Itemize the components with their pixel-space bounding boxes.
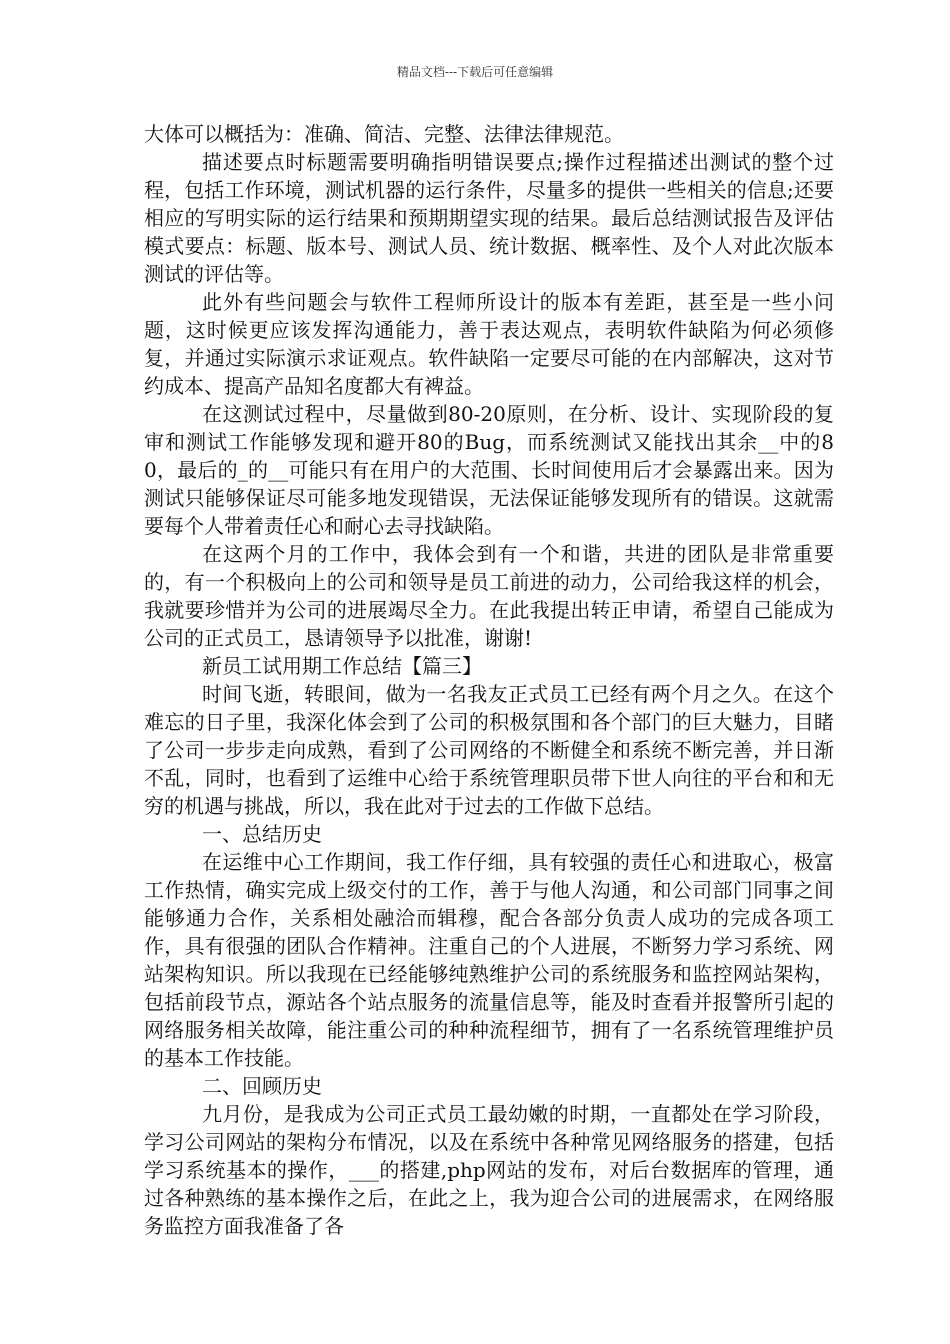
section-heading: 新员工试用期工作总结【篇三】 <box>202 654 482 678</box>
paragraph: 在这测试过程中，尽量做到80-20原则，在分析、设计、实现阶段的复审和测试工作能够发现和避开80的Bug，而系统测试又能找出其余__中的80，最后的_的__可能只有在用户的大范围、长时间使用后才会暴露出来。因为测试只能够保证尽可能多地发现错误，无法保证能够发现所有的错误。这就需要每个人带着责任心和耐心去寻找缺陷。 <box>144 402 834 538</box>
paragraph: 大体可以概括为：准确、简洁、完整、法律法律规范。 <box>144 122 624 146</box>
document-body <box>144 120 834 1240</box>
paragraph: 在运维中心工作期间，我工作仔细，具有较强的责任心和进取心，极富工作热情，确实完成上级交付的工作，善于与他人沟通，和公司部门同事之间能够通力合作，关系相处融洽而辑穆，配合各部分负责人成功的完成各项工作，具有很强的团队合作精神。注重自己的个人进展，不断努力学习系统、网站架构知识。所以我现在已经能够纯熟维护公司的系统服务和监控网站架构，包括前段节点，源站各个站点服务的流量信息等，能及时查看并报警所引起的网络服务相关故障，能注重公司的种种流程细节，拥有了一名系统管理维护员的基本工作技能。 <box>144 850 834 1070</box>
paragraph: 此外有些问题会与软件工程师所设计的版本有差距，甚至是一些小问题，这时候更应该发挥沟通能力，善于表达观点，表明软件缺陷为何必须修复，并通过实际演示求证观点。软件缺陷一定要尽可能的在内部解决，这对节约成本、提高产品知名度都大有裨益。 <box>144 290 834 398</box>
paragraph: 在这两个月的工作中，我体会到有一个和谐，共进的团队是非常重要的，有一个积极向上的公司和领导是员工前进的动力，公司给我这样的机会，我就要珍惜并为公司的进展竭尽全力。在此我提出转正申请，希望自己能成为公司的正式员工，恳请领导予以批准，谢谢! <box>144 542 834 650</box>
page-header: 精品文档---下载后可任意编辑 <box>396 65 554 79</box>
paragraph: 描述要点时标题需要明确指明错误要点;操作过程描述出测试的整个过程，包括工作环境，测试机器的运行条件，尽量多的提供一些相关的信息;还要相应的写明实际的运行结果和预期期望实现的结果。最后总结测试报告及评估模式要点：标题、版本号、测试人员、统计数据、概率性、及个人对此次版本测试的评估等。 <box>144 150 834 286</box>
section-heading: 一、总结历史 <box>202 822 322 846</box>
paragraph: 时间飞逝，转眼间，做为一名我友正式员工已经有两个月之久。在这个难忘的日子里，我深化体会到了公司的积极氛围和各个部门的巨大魅力，目睹了公司一步步走向成熟，看到了公司网络的不断健全和系统不断完善，并日渐不乱，同时，也看到了运维中心给于系统管理职员带下世人向往的平台和和无穷的机遇与挑战，所以，我在此对于过去的工作做下总结。 <box>144 682 834 818</box>
paragraph: 九月份，是我成为公司正式员工最幼嫩的时期，一直都处在学习阶段，学习公司网站的架构分布情况，以及在系统中各种常见网络服务的搭建，包括学习系统基本的操作，___的搭建,php网站的发布，对后台数据库的管理，通过各种熟练的基本操作之后，在此之上，我为迎合公司的进展需求，在网络服务监控方面我准备了各 <box>144 1102 834 1238</box>
section-heading: 二、回顾历史 <box>202 1074 322 1098</box>
